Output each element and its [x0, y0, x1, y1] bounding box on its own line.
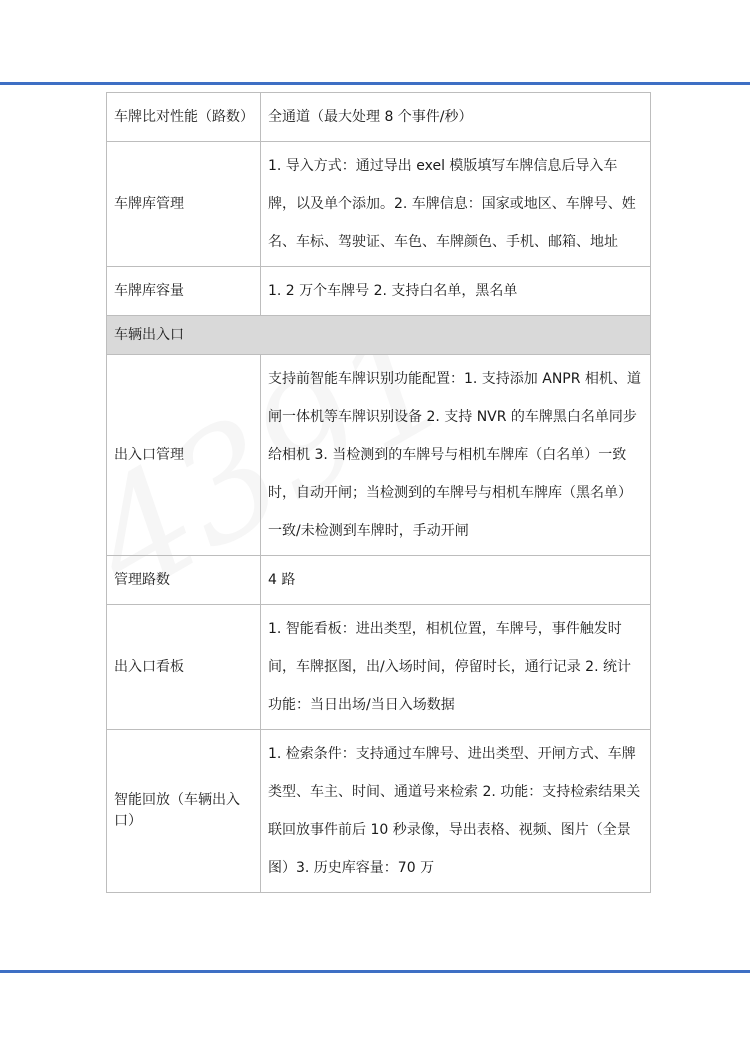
row-value: 1. 2 万个车牌号 2. 支持白名单，黑名单	[261, 267, 651, 316]
row-label: 车牌库容量	[107, 267, 261, 316]
row-label: 车牌库管理	[107, 142, 261, 267]
table-row	[107, 93, 651, 142]
table-row	[107, 267, 651, 316]
row-label: 出入口看板	[107, 605, 261, 730]
spec-table	[106, 92, 651, 893]
table-row	[107, 355, 651, 556]
row-label: 出入口管理	[107, 355, 261, 556]
row-label: 管理路数	[107, 556, 261, 605]
table-row	[107, 556, 651, 605]
row-value: 支持前智能车牌识别功能配置：1. 支持添加 ANPR 相机、道闸一体机等车牌识别设备 2. 支持 NVR 的车牌黑白名单同步给相机 3. 当检测到的车牌号与相机车牌库（白名单）一致时，自动开闸；当检测到的车牌号与相机车牌库（黑名单）一致/未检测到车牌时，手动开闸	[261, 355, 651, 556]
row-value: 4 路	[261, 556, 651, 605]
table-row	[107, 142, 651, 267]
footer-rule	[0, 970, 750, 973]
section-row	[107, 316, 651, 355]
row-value: 全通道（最大处理 8 个事件/秒）	[261, 93, 651, 142]
table-row	[107, 730, 651, 893]
table-row	[107, 605, 651, 730]
header-rule	[0, 82, 750, 85]
row-value: 1. 导入方式：通过导出 exel 模版填写车牌信息后导入车牌，以及单个添加。2. 车牌信息：国家或地区、车牌号、姓名、车标、驾驶证、车色、车牌颜色、手机、邮箱、地址	[261, 142, 651, 267]
row-label: 智能回放（车辆出入口）	[107, 730, 261, 893]
row-value: 1. 检索条件：支持通过车牌号、进出类型、开闸方式、车牌类型、车主、时间、通道号来检索 2. 功能：支持检索结果关联回放事件前后 10 秒录像，导出表格、视频、图片（全景图）3. 历史库容量：70 万	[261, 730, 651, 893]
row-label: 车牌比对性能（路数）	[107, 93, 261, 142]
row-value: 1. 智能看板：进出类型，相机位置，车牌号，事件触发时间，车牌抠图，出/入场时间，停留时长，通行记录 2. 统计功能：当日出场/当日入场数据	[261, 605, 651, 730]
section-title: 车辆出入口	[107, 316, 651, 355]
